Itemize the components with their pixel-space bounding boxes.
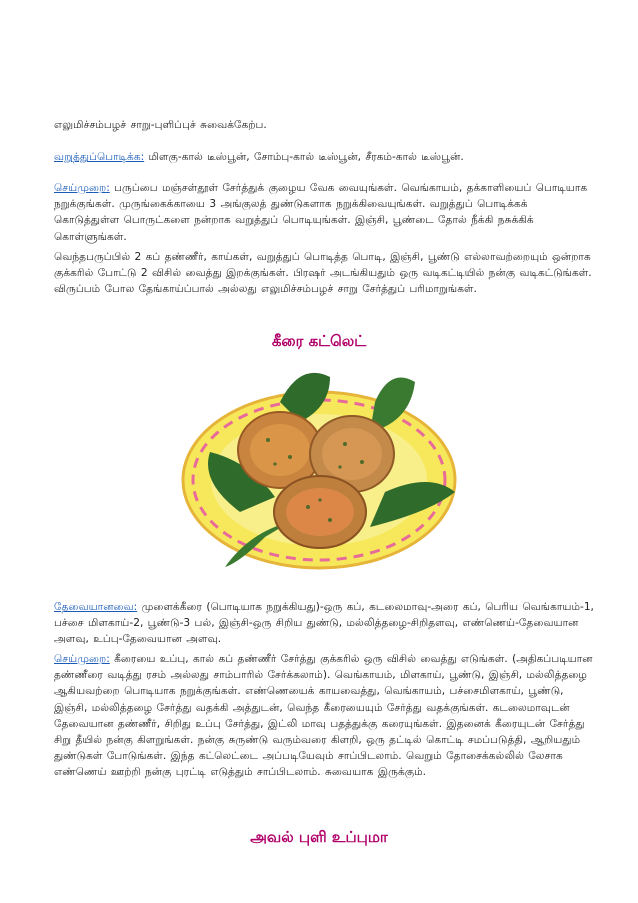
method-text-3: கீரையை உப்பு, கால் கப் தண்ணீர் சேர்த்து குக்கரில் ஒரு விசில் வைத்து எடுங்கள். (அதிகப்படியான தண்ணீரை வடித்து ரசம் அல்லது சாம்பாரில் சேர்க்கலாம்). வெங்காயம், மிளகாய், பூண்டு, இஞ்சி, மல்லித்தழை ஆகியவற்றை பொடியாக நறுக்குங்கள். எண்ணெயைக் காயவைத்து, வெங்காயம், பச்சைமிளகாய், பூண்டு, இஞ்சி, மல்லித்தழை சேர்த்து வதக்கி அத்துடன், வெந்த கீரையையும் சேர்த்து வதக்குங்கள். கடலைமாவுடன் தேவையான தண்ணீர், சிறிது உப்பு சேர்த்து, இட்லி மாவு பதத்துக்கு கரையுங்கள். இதனைக் கீரையுடன் சேர்த்து சிறு தீயில் நன்கு கிளறுங்கள். நன்கு சுருண்டு வரும்வரை கிளறி, ஒரு தட்டில் கொட்டி சமப்படுத்தி, ஆறியதும் துண்டுகள் போடுங்கள். இந்த கட்லெட்டை அப்படியேவும் சாப்பிடலாம். வெறும் தோசைக்கல்லில் லேசாக எண்ணெய் ஊற்றி நன்கு புரட்டி எடுத்தும் சாப்பிடலாம். சுவையாக இருக்கும். — [54, 653, 593, 779]
cutlet-3-crust — [286, 488, 354, 536]
cutlet-2-crust — [322, 428, 382, 480]
ingredients-label: தேவையானவை: — [54, 601, 138, 613]
roast-ingredients-text: மிளகு-கால் டீஸ்பூன், சோம்பு-கால் டீஸ்பூன், சீரகம்-கால் டீஸ்பூன். — [144, 151, 464, 163]
intro-paragraph: எலுமிச்சம்பழச் சாறு-புளிப்புச் சுவைக்கேற்ப. — [54, 119, 267, 131]
method-paragraph-1 — [54, 180, 594, 245]
roast-ingredients-paragraph — [54, 149, 594, 165]
roast-ingredients-label: வறுத்துப்பொடிக்க: — [54, 151, 145, 163]
method-text-1: பருப்பை மஞ்சள்தூள் சேர்த்துக் குழைய வேக வையுங்கள். வெங்காயம், தக்காளியைப் பொடியாக நறுக்குங்கள். முருங்கைக்காயை 3 அங்குலத் துண்டுகளாக நறுக்கிவையுங்கள். வறுத்துப் பொடிக்கக் கொடுத்துள்ள பொருட்களை நன்றாக வறுத்துப் பொடியுங்கள். இஞ்சி, பூண்டை தோல் நீக்கி நசுக்கிக் கொள்ளுங்கள். — [54, 182, 588, 243]
method-paragraph-2: வெந்தபருப்பில் 2 கப் தண்ணீர், காய்கள், வறுத்துப் பொடித்த பொடி, இஞ்சி, பூண்டு எல்லாவற்றையும் ஒன்றாக குக்கரில் போட்டு 2 விசில் வைத்து இறக்குங்கள். பிரஷர் அடங்கியதும் ஒரு வடிகட்டியில் நன்கு வடிகட்டுங்கள். விருப்பம் போல தேங்காய்ப்பால் அல்லது எலுமிச்சம்பழச் சாறு சேர்த்துப் பரிமாறுங்கள். — [54, 251, 592, 296]
ingredients-paragraph — [54, 599, 594, 648]
cutlet-plate-photo — [180, 362, 458, 574]
method-label-1: செய்முறை: — [54, 182, 110, 194]
cutlet-1-crust — [250, 424, 310, 476]
method-paragraph-3 — [54, 651, 594, 781]
recipe-title-aval-puli-upma: அவல் புளி உப்புமா — [250, 828, 388, 846]
ingredients-text: முளைக்கீரை (பொடியாக நறுக்கியது)-ஒரு கப், கடலைமாவு-அரை கப், பெரிய வெங்காயம்-1, பச்சை மிளகாய்-2, பூண்டு-3 பல், இஞ்சி-ஒரு சிறிய துண்டு, மல்லித்தழை-சிறிதளவு, எண்ணெய்-தேவையான அளவு, உப்பு-தேவையான அளவு. — [54, 601, 594, 646]
method-label-3: செய்முறை: — [54, 653, 110, 665]
recipe-title-keerai-cutlet: கீரை கட்லெட் — [271, 332, 367, 350]
